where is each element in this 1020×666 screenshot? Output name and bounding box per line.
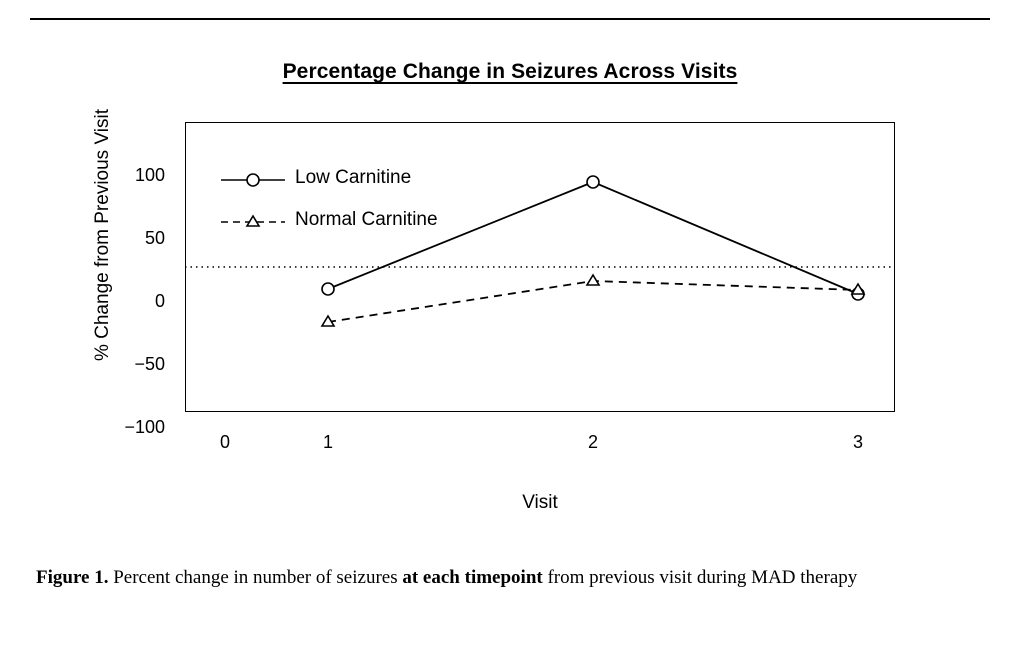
y-tick-label: 0 [154, 291, 165, 311]
x-axis-label: Visit [522, 492, 558, 513]
top-divider [30, 18, 990, 20]
x-tick-label: 2 [587, 432, 598, 452]
chart-figure [30, 34, 990, 544]
y-tick-label: −50 [134, 354, 165, 374]
y-tick-label: 100 [134, 165, 165, 185]
y-tick-label: 50 [144, 228, 165, 248]
legend-marker-triangle-icon [247, 216, 259, 226]
legend-label-low-carnitine: Low Carnitine [295, 167, 412, 188]
caption-figure-number: Figure 1. [36, 567, 109, 588]
x-tick-label: 3 [852, 432, 863, 452]
legend-label-normal-carnitine: Normal Carnitine [295, 209, 438, 230]
series-point-normal-carnitine [587, 275, 599, 285]
y-tick-label: −100 [124, 417, 165, 437]
caption-text-part2: from previous visit during MAD therapy [542, 567, 858, 588]
y-axis-label: % Change from Previous Visit [92, 108, 113, 362]
series-line-normal-carnitine [328, 281, 858, 322]
caption-text-part1: Percent change in number of seizures [108, 567, 403, 588]
chart-legend [221, 174, 285, 226]
x-tick-label: 0 [219, 432, 230, 452]
y-axis-ticks [85, 34, 165, 544]
plot-svg [185, 122, 895, 412]
x-tick-label: 1 [322, 432, 333, 452]
figure-caption [36, 564, 988, 592]
series-point-low-carnitine [587, 176, 599, 188]
series-point-low-carnitine [322, 283, 334, 295]
legend-marker-circle-icon [247, 174, 259, 186]
caption-text-emphasis: at each timepoint [402, 567, 543, 588]
chart-title: Percentage Change in Seizures Across Visits [282, 60, 738, 83]
